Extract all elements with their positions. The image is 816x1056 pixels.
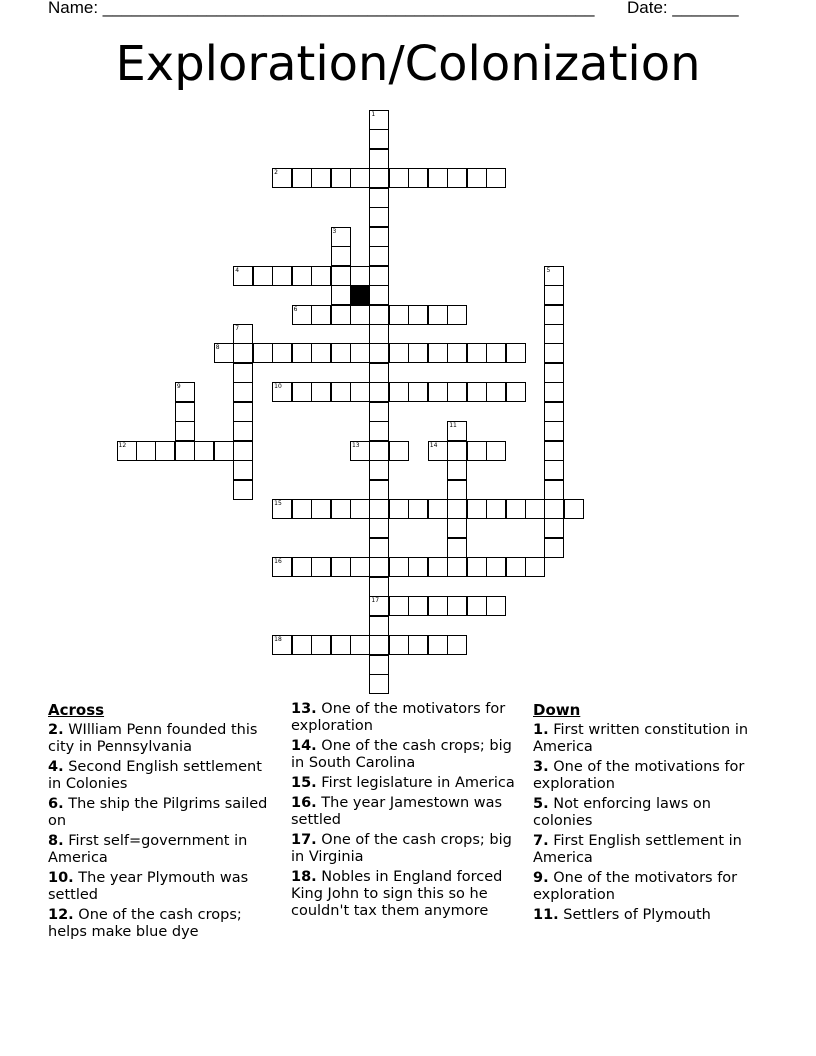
grid-cell[interactable]	[292, 499, 312, 519]
grid-cell[interactable]	[447, 382, 467, 402]
clue-text: The year Plymouth was settled	[48, 870, 249, 903]
grid-cell[interactable]	[350, 499, 370, 519]
clue-number-label: 1	[371, 111, 376, 118]
across-clue	[48, 796, 270, 830]
grid-cell[interactable]	[369, 557, 389, 577]
grid-cell[interactable]	[369, 207, 389, 227]
grid-cell[interactable]	[428, 343, 448, 363]
grid-cell[interactable]	[331, 266, 351, 286]
grid-cell[interactable]	[214, 343, 234, 363]
grid-cell[interactable]	[272, 635, 292, 655]
clue-number: 17.	[291, 832, 317, 848]
clue-number-label: 9	[176, 383, 181, 391]
across-clue	[48, 722, 270, 756]
grid-cell[interactable]	[272, 266, 292, 286]
grid-cell[interactable]	[467, 382, 487, 402]
grid-cell[interactable]	[506, 499, 526, 519]
grid-cell[interactable]	[447, 480, 467, 500]
grid-cell[interactable]	[175, 421, 195, 441]
clue-number: 1.	[533, 722, 549, 738]
grid-cell[interactable]	[408, 499, 428, 519]
grid-cell[interactable]	[214, 441, 234, 461]
grid-cell[interactable]	[331, 285, 351, 305]
grid-cell[interactable]	[544, 266, 564, 286]
grid-cell[interactable]	[389, 382, 409, 402]
grid-cell[interactable]	[369, 246, 389, 266]
across-clue	[291, 869, 519, 920]
grid-cell[interactable]	[486, 596, 506, 616]
grid-cell[interactable]	[447, 441, 467, 461]
clue-text: One of the cash crops; helps make blue dye	[48, 907, 242, 940]
clue-number-label: 11	[449, 422, 457, 430]
grid-cell[interactable]	[233, 402, 253, 422]
grid-cell[interactable]	[544, 499, 564, 519]
grid-cell[interactable]	[331, 305, 351, 325]
grid-cell[interactable]	[331, 246, 351, 266]
grid-cell[interactable]	[331, 635, 351, 655]
grid-cell[interactable]	[389, 557, 409, 577]
clue-number-label: 17	[371, 597, 380, 605]
down-clues-column	[533, 701, 765, 927]
clue-number-label: 16	[274, 558, 282, 566]
grid-cell[interactable]	[292, 635, 312, 655]
grid-cell[interactable]	[467, 499, 487, 519]
grid-cell[interactable]	[486, 382, 506, 402]
grid-cell[interactable]	[389, 441, 409, 461]
grid-cell[interactable]	[408, 343, 428, 363]
clue-number: 18.	[291, 869, 317, 885]
grid-cell[interactable]	[350, 343, 370, 363]
grid-cell[interactable]	[544, 402, 564, 422]
clue-number-label: 14	[429, 441, 438, 449]
grid-cell[interactable]	[369, 343, 389, 363]
grid-cell[interactable]	[408, 557, 428, 577]
grid-cell[interactable]	[350, 441, 370, 461]
grid-cell[interactable]	[486, 343, 506, 363]
grid-cell[interactable]	[369, 110, 389, 130]
grid-cell[interactable]	[447, 557, 467, 577]
clue-text: First written constitution in America	[533, 722, 749, 755]
grid-cell[interactable]	[428, 557, 448, 577]
clue-number-label: 4	[235, 266, 240, 274]
clue-number-label: 13	[351, 441, 360, 449]
grid-cell[interactable]	[233, 460, 253, 480]
grid-cell[interactable]	[544, 305, 564, 325]
grid-cell[interactable]	[467, 596, 487, 616]
clue-number: 3.	[533, 759, 549, 775]
grid-cell[interactable]	[233, 480, 253, 500]
grid-cell[interactable]	[447, 635, 467, 655]
clue-number-label: 15	[274, 500, 282, 507]
grid-cell[interactable]	[447, 168, 467, 188]
grid-cell[interactable]	[544, 363, 564, 383]
across-heading: Across	[48, 701, 105, 719]
clue-number: 12.	[48, 907, 74, 923]
grid-cell[interactable]	[350, 168, 370, 188]
page-title: Exploration/Colonization	[115, 36, 701, 92]
grid-cell[interactable]	[311, 168, 331, 188]
grid-cell[interactable]	[467, 168, 487, 188]
grid-cell[interactable]	[408, 168, 428, 188]
grid-cell[interactable]	[369, 188, 389, 208]
across-clue	[291, 832, 519, 866]
clue-text: First self=government in America	[48, 833, 248, 866]
grid-cell[interactable]	[506, 557, 526, 577]
grid-cell[interactable]	[272, 168, 292, 188]
grid-cell[interactable]	[525, 499, 545, 519]
grid-cell[interactable]	[447, 305, 467, 325]
clue-number-label: 8	[215, 344, 220, 352]
down-heading: Down	[533, 701, 581, 719]
grid-cell[interactable]	[369, 168, 389, 188]
clue-number-label: 7	[235, 324, 240, 332]
grid-cell[interactable]	[428, 596, 448, 616]
grid-cell[interactable]	[447, 596, 467, 616]
grid-cell[interactable]	[272, 557, 292, 577]
grid-cell[interactable]	[253, 266, 273, 286]
clue-number: 6.	[48, 796, 64, 812]
grid-cell[interactable]	[331, 227, 351, 247]
grid-cell[interactable]	[311, 557, 331, 577]
clue-number: 14.	[291, 738, 317, 754]
clue-number: 8.	[48, 833, 64, 849]
clue-number: 10.	[48, 870, 74, 886]
grid-cell[interactable]	[369, 596, 389, 616]
grid-cell[interactable]	[350, 305, 370, 325]
grid-cell[interactable]	[369, 577, 389, 597]
grid-cell[interactable]	[544, 441, 564, 461]
grid-cell[interactable]	[369, 324, 389, 344]
grid-cell[interactable]	[544, 480, 564, 500]
grid-cell[interactable]	[369, 421, 389, 441]
grid-cell[interactable]	[331, 343, 351, 363]
clue-number-label: 18	[274, 636, 282, 644]
grid-cell[interactable]	[233, 382, 253, 402]
grid-cell[interactable]	[233, 266, 253, 286]
clue-text: First legislature in America	[321, 775, 515, 791]
grid-cell[interactable]	[506, 382, 526, 402]
clue-number: 16.	[291, 795, 317, 811]
grid-cell[interactable]	[486, 168, 506, 188]
grid-cell[interactable]	[331, 499, 351, 519]
grid-cell[interactable]	[544, 518, 564, 538]
across-clues-column-1	[48, 701, 270, 944]
grid-cell[interactable]	[331, 168, 351, 188]
grid-cell[interactable]	[369, 285, 389, 305]
clue-number: 9.	[533, 870, 549, 886]
grid-cell[interactable]	[369, 460, 389, 480]
grid-cell[interactable]	[331, 557, 351, 577]
grid-cell[interactable]	[311, 382, 331, 402]
grid-cell[interactable]	[369, 149, 389, 169]
grid-cell[interactable]	[369, 227, 389, 247]
grid-cell[interactable]	[253, 343, 273, 363]
grid-cell[interactable]	[544, 343, 564, 363]
grid-cell[interactable]	[233, 363, 253, 383]
clue-text: One of the motivators for exploration	[533, 870, 738, 903]
clue-text: Settlers of Plymouth	[563, 907, 711, 923]
grid-cell[interactable]	[544, 460, 564, 480]
date-field[interactable]: Date: _______	[627, 0, 739, 17]
grid-cell[interactable]	[272, 382, 292, 402]
grid-cell[interactable]	[447, 499, 467, 519]
grid-cell[interactable]	[311, 499, 331, 519]
grid-cell[interactable]	[292, 557, 312, 577]
clue-number-label: 12	[118, 441, 127, 449]
across-clue	[291, 795, 519, 829]
grid-cell[interactable]	[233, 441, 253, 461]
clue-text: Second English settlement in Colonies	[48, 759, 262, 792]
across-clue	[291, 738, 519, 772]
clue-number: 15.	[291, 775, 317, 791]
grid-cell[interactable]	[369, 480, 389, 500]
grid-cell[interactable]	[311, 305, 331, 325]
grid-cell[interactable]	[467, 441, 487, 461]
grid-cell[interactable]	[117, 441, 137, 461]
grid-cell[interactable]	[525, 557, 545, 577]
grid-cell[interactable]	[272, 343, 292, 363]
clue-text: One of the cash crops; big in South Carolina	[291, 738, 512, 771]
grid-cell[interactable]	[544, 324, 564, 344]
grid-cell[interactable]	[428, 168, 448, 188]
clue-text: The year Jamestown was settled	[291, 795, 503, 828]
clue-number: 4.	[48, 759, 64, 775]
grid-cell[interactable]	[272, 499, 292, 519]
grid-cell[interactable]	[506, 343, 526, 363]
grid-cell[interactable]	[428, 635, 448, 655]
grid-cell[interactable]	[369, 655, 389, 675]
grid-cell[interactable]	[175, 402, 195, 422]
down-clue	[533, 796, 765, 830]
grid-cell[interactable]	[311, 635, 331, 655]
name-field[interactable]: Name: ____________________________________________________	[48, 0, 595, 17]
grid-cell[interactable]	[408, 635, 428, 655]
grid-cell[interactable]	[292, 305, 312, 325]
across-clue	[291, 775, 519, 792]
grid-cell[interactable]	[369, 266, 389, 286]
grid-cell[interactable]	[369, 363, 389, 383]
grid-cell[interactable]	[408, 596, 428, 616]
grid-cell[interactable]	[544, 538, 564, 558]
clue-number: 7.	[533, 833, 549, 849]
across-clues-column-2	[291, 701, 519, 923]
across-clue	[48, 907, 270, 941]
clue-number: 11.	[533, 907, 559, 923]
grid-cell[interactable]	[428, 382, 448, 402]
across-clue	[291, 701, 519, 735]
grid-cell[interactable]	[369, 382, 389, 402]
clue-number-label: 10	[274, 383, 282, 391]
clue-number-label: 6	[293, 305, 298, 313]
grid-cell[interactable]	[369, 129, 389, 149]
grid-cell[interactable]	[467, 557, 487, 577]
grid-cell[interactable]	[369, 674, 389, 694]
grid-cell[interactable]	[350, 382, 370, 402]
grid-cell[interactable]	[408, 305, 428, 325]
grid-cell[interactable]	[369, 441, 389, 461]
grid-cell[interactable]	[369, 499, 389, 519]
grid-cell[interactable]	[369, 305, 389, 325]
grid-cell[interactable]	[369, 518, 389, 538]
clue-text: One of the motivations for exploration	[533, 759, 745, 792]
grid-cell[interactable]	[292, 343, 312, 363]
clue-text: Not enforcing laws on colonies	[533, 796, 711, 829]
grid-cell[interactable]	[311, 266, 331, 286]
down-clue	[533, 722, 765, 756]
grid-cell[interactable]	[292, 382, 312, 402]
down-clue	[533, 759, 765, 793]
grid-cell[interactable]	[311, 343, 331, 363]
grid-cell[interactable]	[447, 343, 467, 363]
grid-cell[interactable]	[292, 266, 312, 286]
grid-cell[interactable]	[369, 635, 389, 655]
grid-cell[interactable]	[447, 460, 467, 480]
clue-text: WIlliam Penn founded this city in Pennsylvania	[48, 722, 258, 755]
down-clue	[533, 833, 765, 867]
across-clue	[48, 759, 270, 793]
grid-cell[interactable]	[233, 343, 253, 363]
grid-cell[interactable]	[564, 499, 584, 519]
grid-cell[interactable]	[544, 285, 564, 305]
grid-cell[interactable]	[155, 441, 175, 461]
clue-text: Nobles in England forced King John to sign this so he couldn't tax them anymore	[291, 869, 503, 919]
grid-cell[interactable]	[369, 402, 389, 422]
grid-cell[interactable]	[389, 305, 409, 325]
clue-text: One of the cash crops; big in Virginia	[291, 832, 512, 865]
grid-cell[interactable]	[486, 441, 506, 461]
grid-cell[interactable]	[486, 557, 506, 577]
grid-cell[interactable]	[486, 499, 506, 519]
grid-cell[interactable]	[350, 557, 370, 577]
grid-cell[interactable]	[447, 518, 467, 538]
grid-cell[interactable]	[194, 441, 214, 461]
grid-cell[interactable]	[428, 441, 448, 461]
grid-cell[interactable]	[389, 596, 409, 616]
grid-cell[interactable]	[369, 616, 389, 636]
grid-cell[interactable]	[350, 266, 370, 286]
across-clue	[48, 870, 270, 904]
grid-cell[interactable]	[175, 441, 195, 461]
grid-cell[interactable]	[136, 441, 156, 461]
grid-cell[interactable]	[447, 538, 467, 558]
grid-cell[interactable]	[447, 421, 467, 441]
clue-text: One of the motivators for exploration	[291, 701, 506, 734]
grid-cell[interactable]	[428, 499, 448, 519]
grid-cell[interactable]	[389, 635, 409, 655]
clue-number-label: 3	[332, 227, 337, 235]
down-clue	[533, 907, 765, 924]
grid-cell[interactable]	[408, 382, 428, 402]
grid-cell[interactable]	[331, 382, 351, 402]
clue-number: 5.	[533, 796, 549, 812]
grid-cell[interactable]	[544, 421, 564, 441]
clue-number: 13.	[291, 701, 317, 717]
across-clue	[48, 833, 270, 867]
grid-cell[interactable]	[389, 343, 409, 363]
down-clue	[533, 870, 765, 904]
clue-number-label: 2	[274, 169, 278, 177]
grid-cell[interactable]	[389, 499, 409, 519]
blocked-cell	[350, 285, 370, 305]
grid-cell[interactable]	[467, 343, 487, 363]
grid-cell[interactable]	[544, 382, 564, 402]
grid-cell[interactable]	[389, 168, 409, 188]
grid-cell[interactable]	[233, 421, 253, 441]
clue-number-label: 5	[546, 266, 551, 274]
grid-cell[interactable]	[369, 538, 389, 558]
clue-number: 2.	[48, 722, 64, 738]
grid-cell[interactable]	[292, 168, 312, 188]
grid-cell[interactable]	[233, 324, 253, 344]
grid-cell[interactable]	[428, 305, 448, 325]
grid-cell[interactable]	[175, 382, 195, 402]
clue-text: The ship the Pilgrims sailed on	[48, 796, 268, 829]
clue-text: First English settlement in America	[533, 833, 742, 866]
grid-cell[interactable]	[350, 635, 370, 655]
